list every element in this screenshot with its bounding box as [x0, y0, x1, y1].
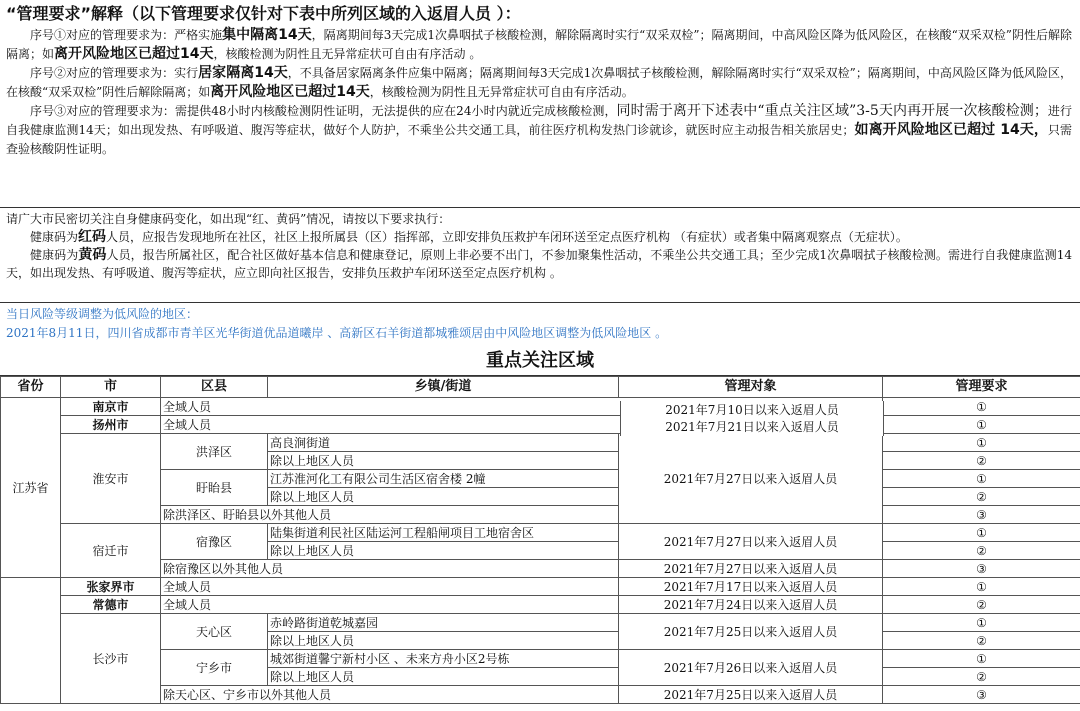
- req-cell: ②: [883, 452, 1080, 470]
- district-cell: 宿豫区: [161, 524, 268, 560]
- header-district: 区县: [161, 377, 268, 398]
- table-row: [1, 506, 1080, 524]
- nanjing-target-overlay: 2021年7月10日以来入返眉人员: [620, 401, 884, 419]
- req-cell: ②: [883, 668, 1080, 686]
- header-target: 管理对象: [619, 377, 883, 398]
- req-cell: ③: [883, 686, 1080, 704]
- req-cell: ①: [883, 398, 1080, 416]
- scope-text: 全域人员: [163, 417, 212, 432]
- req2-emphasis-left: 离开风险地区已超过14天: [210, 84, 370, 100]
- req1-text-a: 序号①对应的管理要求为：严格实施: [30, 28, 223, 42]
- red-code-label: 红码: [78, 229, 107, 245]
- req3-text-e: 只需查验核酸阴性证明。: [6, 123, 1072, 156]
- requirement-3-paragraph: [6, 102, 1072, 159]
- city-cell: 长沙市: [61, 614, 161, 704]
- table-row: [1, 560, 1080, 578]
- requirement-2-paragraph: [6, 64, 1072, 102]
- req-cell: ②: [883, 632, 1080, 650]
- province-cell: [1, 578, 61, 704]
- table-row: [1, 470, 1080, 488]
- street-cell: 除以上地区人员: [268, 668, 619, 686]
- req2-text-e: ，核酸检测为阴性且无异常症状可自由有序活动。: [369, 85, 634, 99]
- district-cell: 除宿豫区以外其他人员: [161, 560, 619, 578]
- target-cell: 2021年7月27日以来入返眉人员: [619, 434, 883, 524]
- header-province: 省份: [1, 377, 61, 398]
- table-header-row: [1, 377, 1080, 398]
- red-text-c: 人员，应报告发现地所在社区，社区上报所属县（区）指挥部，立即安排负压救护车闭环送至定点医疗机构 （有症状）或者集中隔离观察点（无症状）。: [106, 230, 908, 244]
- table-row: [1, 650, 1080, 668]
- req-cell: ②: [883, 542, 1080, 560]
- req3-emphasis-left: 如离开风险地区已超过 14天，: [854, 122, 1048, 138]
- req-cell: ③: [883, 560, 1080, 578]
- requirements-heading: “管理要求”解释（以下管理要求仅针对下表中所列区域的入返眉人员 ）：: [6, 4, 521, 23]
- street-cell: 除以上地区人员: [268, 542, 619, 560]
- street-cell: 高良涧街道: [268, 434, 619, 452]
- table-row: [1, 596, 1080, 614]
- risk-adjustment-title: 当日风险等级调整为低风险的地区：: [6, 307, 199, 321]
- target-cell: 2021年7月25日以来入返眉人员: [619, 686, 883, 704]
- req-cell: ①: [883, 650, 1080, 668]
- req-cell: ①: [883, 434, 1080, 452]
- req2-text-a: 序号②对应的管理要求为：实行: [30, 66, 199, 80]
- street-cell: 除以上地区人员: [268, 632, 619, 650]
- req-cell: ②: [883, 488, 1080, 506]
- target-cell: 2021年7月26日以来入返眉人员: [619, 650, 883, 686]
- table-row: [1, 416, 1080, 434]
- province-cell: 江苏省: [1, 398, 61, 578]
- requirement-1-paragraph: [6, 26, 1072, 64]
- scope-text: 全域人员: [163, 399, 212, 414]
- city-cell: 南京市: [61, 398, 161, 416]
- city-cell: 淮安市: [61, 434, 161, 524]
- street-cell: 除以上地区人员: [268, 488, 619, 506]
- management-requirements-section: [0, 0, 1080, 208]
- req-cell: ②: [883, 596, 1080, 614]
- street-cell: 赤岭路街道乾城嘉园: [268, 614, 619, 632]
- health-code-section: [0, 208, 1080, 303]
- target-cell: 2021年7月24日以来入返眉人员: [619, 596, 883, 614]
- req-cell: ①: [883, 470, 1080, 488]
- risk-adjustment-detail: 2021年8月11日，四川省成都市青羊区光华街道优品道曦岸 、高新区石羊街道都城雅颂居由中风险地区调整为低风险地区 。: [6, 326, 668, 340]
- req-cell: ①: [883, 578, 1080, 596]
- district-cell: 盱眙县: [161, 470, 268, 506]
- yellow-text-a: 健康码为: [30, 248, 79, 262]
- req1-emphasis-left: 离开风险地区已超过14天: [54, 46, 214, 62]
- scope-cell: 全域人员: [161, 596, 619, 614]
- target-cell: 2021年7月27日以来入返眉人员: [619, 524, 883, 560]
- yellow-code-paragraph: [6, 246, 1072, 282]
- header-street: 乡镇/街道: [268, 377, 619, 398]
- table-row: [1, 434, 1080, 452]
- district-cell: 除天心区、宁乡市以外其他人员: [161, 686, 619, 704]
- yellow-text-c: 人员，报告所属社区，配合社区做好基本信息和健康登记，原则上非必要不出门，不参加聚集性活动，不乘坐公共交通工具；至少完成1次鼻咽拭子核酸检测。需进行自我健康监测14天，如出现发热、有呼吸道、腹泻等症状，应立即向社区报告，安排负压救护车闭环送至定点医疗机构 。: [6, 248, 1072, 280]
- target-cell: 2021年7月25日以来入返眉人员: [619, 614, 883, 650]
- table-row: [1, 686, 1080, 704]
- street-cell: 城郊街道馨宁新村小区 、未来方舟小区2号栋: [268, 650, 619, 668]
- table-row: [1, 398, 1080, 416]
- scope-cell: 全域人员: [161, 578, 619, 596]
- req-cell: ①: [883, 524, 1080, 542]
- key-areas-table-section: [0, 347, 1080, 711]
- req3-text-b: 同时需于离开下述表中“重点关注区域”3-5天内再开展一次核酸检测；: [616, 103, 1048, 119]
- req1-text-e: ，核酸检测为阴性且无异常症状可自由有序活动 。: [213, 47, 482, 61]
- street-cell: 除以上地区人员: [268, 452, 619, 470]
- req3-text-c: 进行自我健康监测14天；如出现发热、有呼吸道、腹泻等症状，做好个人防护，不乘坐公共交通工具，前往医疗机构发热门诊就诊，就医时应主动报告相关旅居史；: [6, 104, 1072, 137]
- target-cell: 2021年7月27日以来入返眉人员: [619, 560, 883, 578]
- header-requirement: 管理要求: [883, 377, 1080, 398]
- table-row: [1, 578, 1080, 596]
- req1-emphasis-centralized: 集中隔离14天: [222, 27, 312, 43]
- key-areas-table: [0, 376, 1080, 704]
- table-row: [1, 614, 1080, 632]
- city-cell: 宿迁市: [61, 524, 161, 578]
- district-cell: 宁乡市: [161, 650, 268, 686]
- street-cell: 陆集街道利民社区陆运河工程船闸项目工地宿舍区: [268, 524, 619, 542]
- health-code-intro: 请广大市民密切关注自身健康码变化，如出现“红、黄码”情况，请按以下要求执行：: [6, 212, 451, 226]
- req1-text-c: ，隔离期间每3天完成1次鼻咽拭子核酸检测，解除隔离时实行“双采双检”；隔离期间，中高风险区降为低风险区，在核酸“双采双检”阴性后解除隔离；如: [6, 28, 1072, 61]
- table-row: [1, 524, 1080, 542]
- req2-emphasis-home: 居家隔离14天: [198, 65, 288, 81]
- req-cell: ①: [883, 614, 1080, 632]
- district-cell: 除洪泽区、盱眙县以外其他人员: [161, 506, 619, 524]
- yellow-code-label: 黄码: [78, 247, 107, 263]
- req-cell: ①: [883, 416, 1080, 434]
- city-cell: 常德市: [61, 596, 161, 614]
- req3-text-a: 序号③对应的管理要求为：需提供48小时内核酸检测阴性证明，无法提供的应在24小时内就近完成核酸检测，: [30, 104, 617, 118]
- req-cell: ③: [883, 506, 1080, 524]
- red-text-a: 健康码为: [30, 230, 79, 244]
- city-cell: 扬州市: [61, 416, 161, 434]
- header-city: 市: [61, 377, 161, 398]
- yangzhou-target-overlay: 2021年7月21日以来入返眉人员: [620, 419, 884, 436]
- target-cell: 2021年7月17日以来入返眉人员: [619, 578, 883, 596]
- street-cell: 江苏淮河化工有限公司生活区宿舍楼 2幢: [268, 470, 619, 488]
- risk-adjustment-section: [0, 303, 1080, 347]
- district-cell: 洪泽区: [161, 434, 268, 470]
- red-code-paragraph: [6, 228, 1072, 246]
- req2-text-c: ，不具备居家隔离条件应集中隔离；隔离期间每3天完成1次鼻咽拭子核酸检测，解除隔离时实行“双采双检”；隔离期间，中高风险区降为低风险区，在核酸“双采双检”阴性后解除隔离；如: [6, 66, 1073, 99]
- city-cell: 张家界市: [61, 578, 161, 596]
- district-cell: 天心区: [161, 614, 268, 650]
- table-title: 重点关注区域: [0, 347, 1080, 376]
